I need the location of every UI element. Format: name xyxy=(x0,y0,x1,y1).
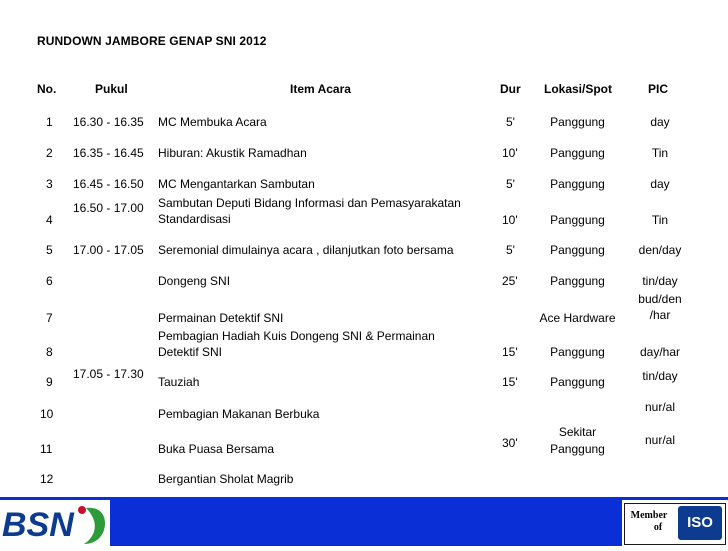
row-6-item: Dongeng SNI xyxy=(158,274,231,288)
row-7-lokasi: Ace Hardware xyxy=(539,311,616,325)
row-1-item: MC Membuka Acara xyxy=(158,115,267,129)
row-3-pic: day xyxy=(650,177,670,191)
header-item: Item Acara xyxy=(290,82,351,96)
row-12-item: Bergantian Sholat Magrib xyxy=(158,472,294,486)
row-11-item: Buka Puasa Bersama xyxy=(158,442,275,456)
row-1-dur: 5' xyxy=(506,115,515,129)
iso-logo-icon: ISO xyxy=(678,506,722,540)
row-4-dur: 10' xyxy=(502,213,518,227)
bsn-logo xyxy=(0,500,110,546)
member-of-label xyxy=(626,510,672,534)
row-11-no: 11 xyxy=(40,442,53,456)
header-pic: PIC xyxy=(648,82,669,96)
row-5-item: Seremonial dimulainya acara , dilanjutkan foto bersama xyxy=(158,243,454,257)
row-7-pic-line1: bud/den xyxy=(638,292,682,306)
row-5-lokasi: Panggung xyxy=(550,243,605,257)
row-10-pic: nur/al xyxy=(644,400,676,414)
row-3-pukul: 16.45 - 16.50 xyxy=(73,177,144,191)
row-2-pic: Tin xyxy=(651,146,669,160)
header-pukul: Pukul xyxy=(95,82,128,96)
row-2-no: 2 xyxy=(46,146,53,160)
bsn-logo-dot xyxy=(78,506,86,514)
row-11-lokasi-line1: Sekitar xyxy=(558,425,597,439)
row-11-lokasi-line2: Panggung xyxy=(550,442,605,456)
header-no: No. xyxy=(37,82,57,96)
row-4-pukul: 16.50 - 17.00 xyxy=(73,201,144,215)
row-3-item: MC Mengantarkan Sambutan xyxy=(158,177,315,191)
row-4-pic: Tin xyxy=(651,213,669,227)
bsn-logo-swoosh xyxy=(84,508,105,544)
row-5-no: 5 xyxy=(46,243,53,257)
row-5-pic: den/day xyxy=(638,243,682,257)
row-4-item-line2: Standardisasi xyxy=(158,212,231,226)
page-title: RUNDOWN JAMBORE GENAP SNI 2012 xyxy=(37,34,267,48)
row-9-lokasi: Panggung xyxy=(550,375,605,389)
bsn-logo-text: BSN xyxy=(2,506,74,544)
row-8-item-line2: Detektif SNI xyxy=(158,345,223,359)
row-2-item: Hiburan: Akustik Ramadhan xyxy=(158,146,307,160)
row-10-item: Pembagian Makanan Berbuka xyxy=(158,407,320,421)
row-6-lokasi: Panggung xyxy=(550,274,605,288)
bsn-logo-icon xyxy=(0,500,110,546)
row-4-item-line1: Sambutan Deputi Bidang Informasi dan Pemasyarakatan xyxy=(158,196,461,210)
row-12-no: 12 xyxy=(40,472,54,486)
row-5-dur: 5' xyxy=(506,243,515,257)
row-11-dur: 30' xyxy=(502,436,518,450)
row-6-pic: tin/day xyxy=(642,274,678,288)
row-6-no: 6 xyxy=(46,274,53,288)
row-7-pic-line2: /har xyxy=(649,308,671,322)
row-1-pic: day xyxy=(650,115,670,129)
row-9-no: 9 xyxy=(46,375,53,389)
row-11-pic: nur/al xyxy=(644,433,676,447)
row-1-no: 1 xyxy=(46,115,53,129)
row-9-pukul: 17.05 - 17.30 xyxy=(73,367,144,381)
member-line2: of xyxy=(653,522,663,533)
row-2-pukul: 16.35 - 16.45 xyxy=(73,146,144,160)
row-3-no: 3 xyxy=(46,177,53,191)
row-5-pukul: 17.00 - 17.05 xyxy=(73,243,144,257)
header-dur: Dur xyxy=(500,82,521,96)
row-3-lokasi: Panggung xyxy=(550,177,605,191)
row-7-no: 7 xyxy=(46,311,53,325)
row-9-dur: 15' xyxy=(502,375,518,389)
row-3-dur: 5' xyxy=(506,177,515,191)
row-7-item: Permainan Detektif SNI xyxy=(158,311,284,325)
row-4-no: 4 xyxy=(46,213,53,227)
row-4-lokasi: Panggung xyxy=(550,213,605,227)
row-9-pic: tin/day xyxy=(642,369,678,383)
row-1-pukul: 16.30 - 16.35 xyxy=(73,115,144,129)
row-8-dur: 15' xyxy=(502,345,518,359)
row-2-dur: 10' xyxy=(502,146,518,160)
row-1-lokasi: Panggung xyxy=(550,115,605,129)
row-10-no: 10 xyxy=(40,407,54,421)
footer-bar xyxy=(110,501,622,546)
row-8-no: 8 xyxy=(46,345,53,359)
row-9-item: Tauziah xyxy=(158,375,200,389)
member-line1: Member xyxy=(630,510,668,521)
row-8-pic: day/har xyxy=(639,345,681,359)
header-lokasi: Lokasi/Spot xyxy=(544,82,613,96)
row-2-lokasi: Panggung xyxy=(550,146,605,160)
row-8-lokasi: Panggung xyxy=(550,345,605,359)
row-6-dur: 25' xyxy=(502,274,518,288)
row-8-item-line1: Pembagian Hadiah Kuis Dongeng SNI & Permainan xyxy=(158,329,435,343)
